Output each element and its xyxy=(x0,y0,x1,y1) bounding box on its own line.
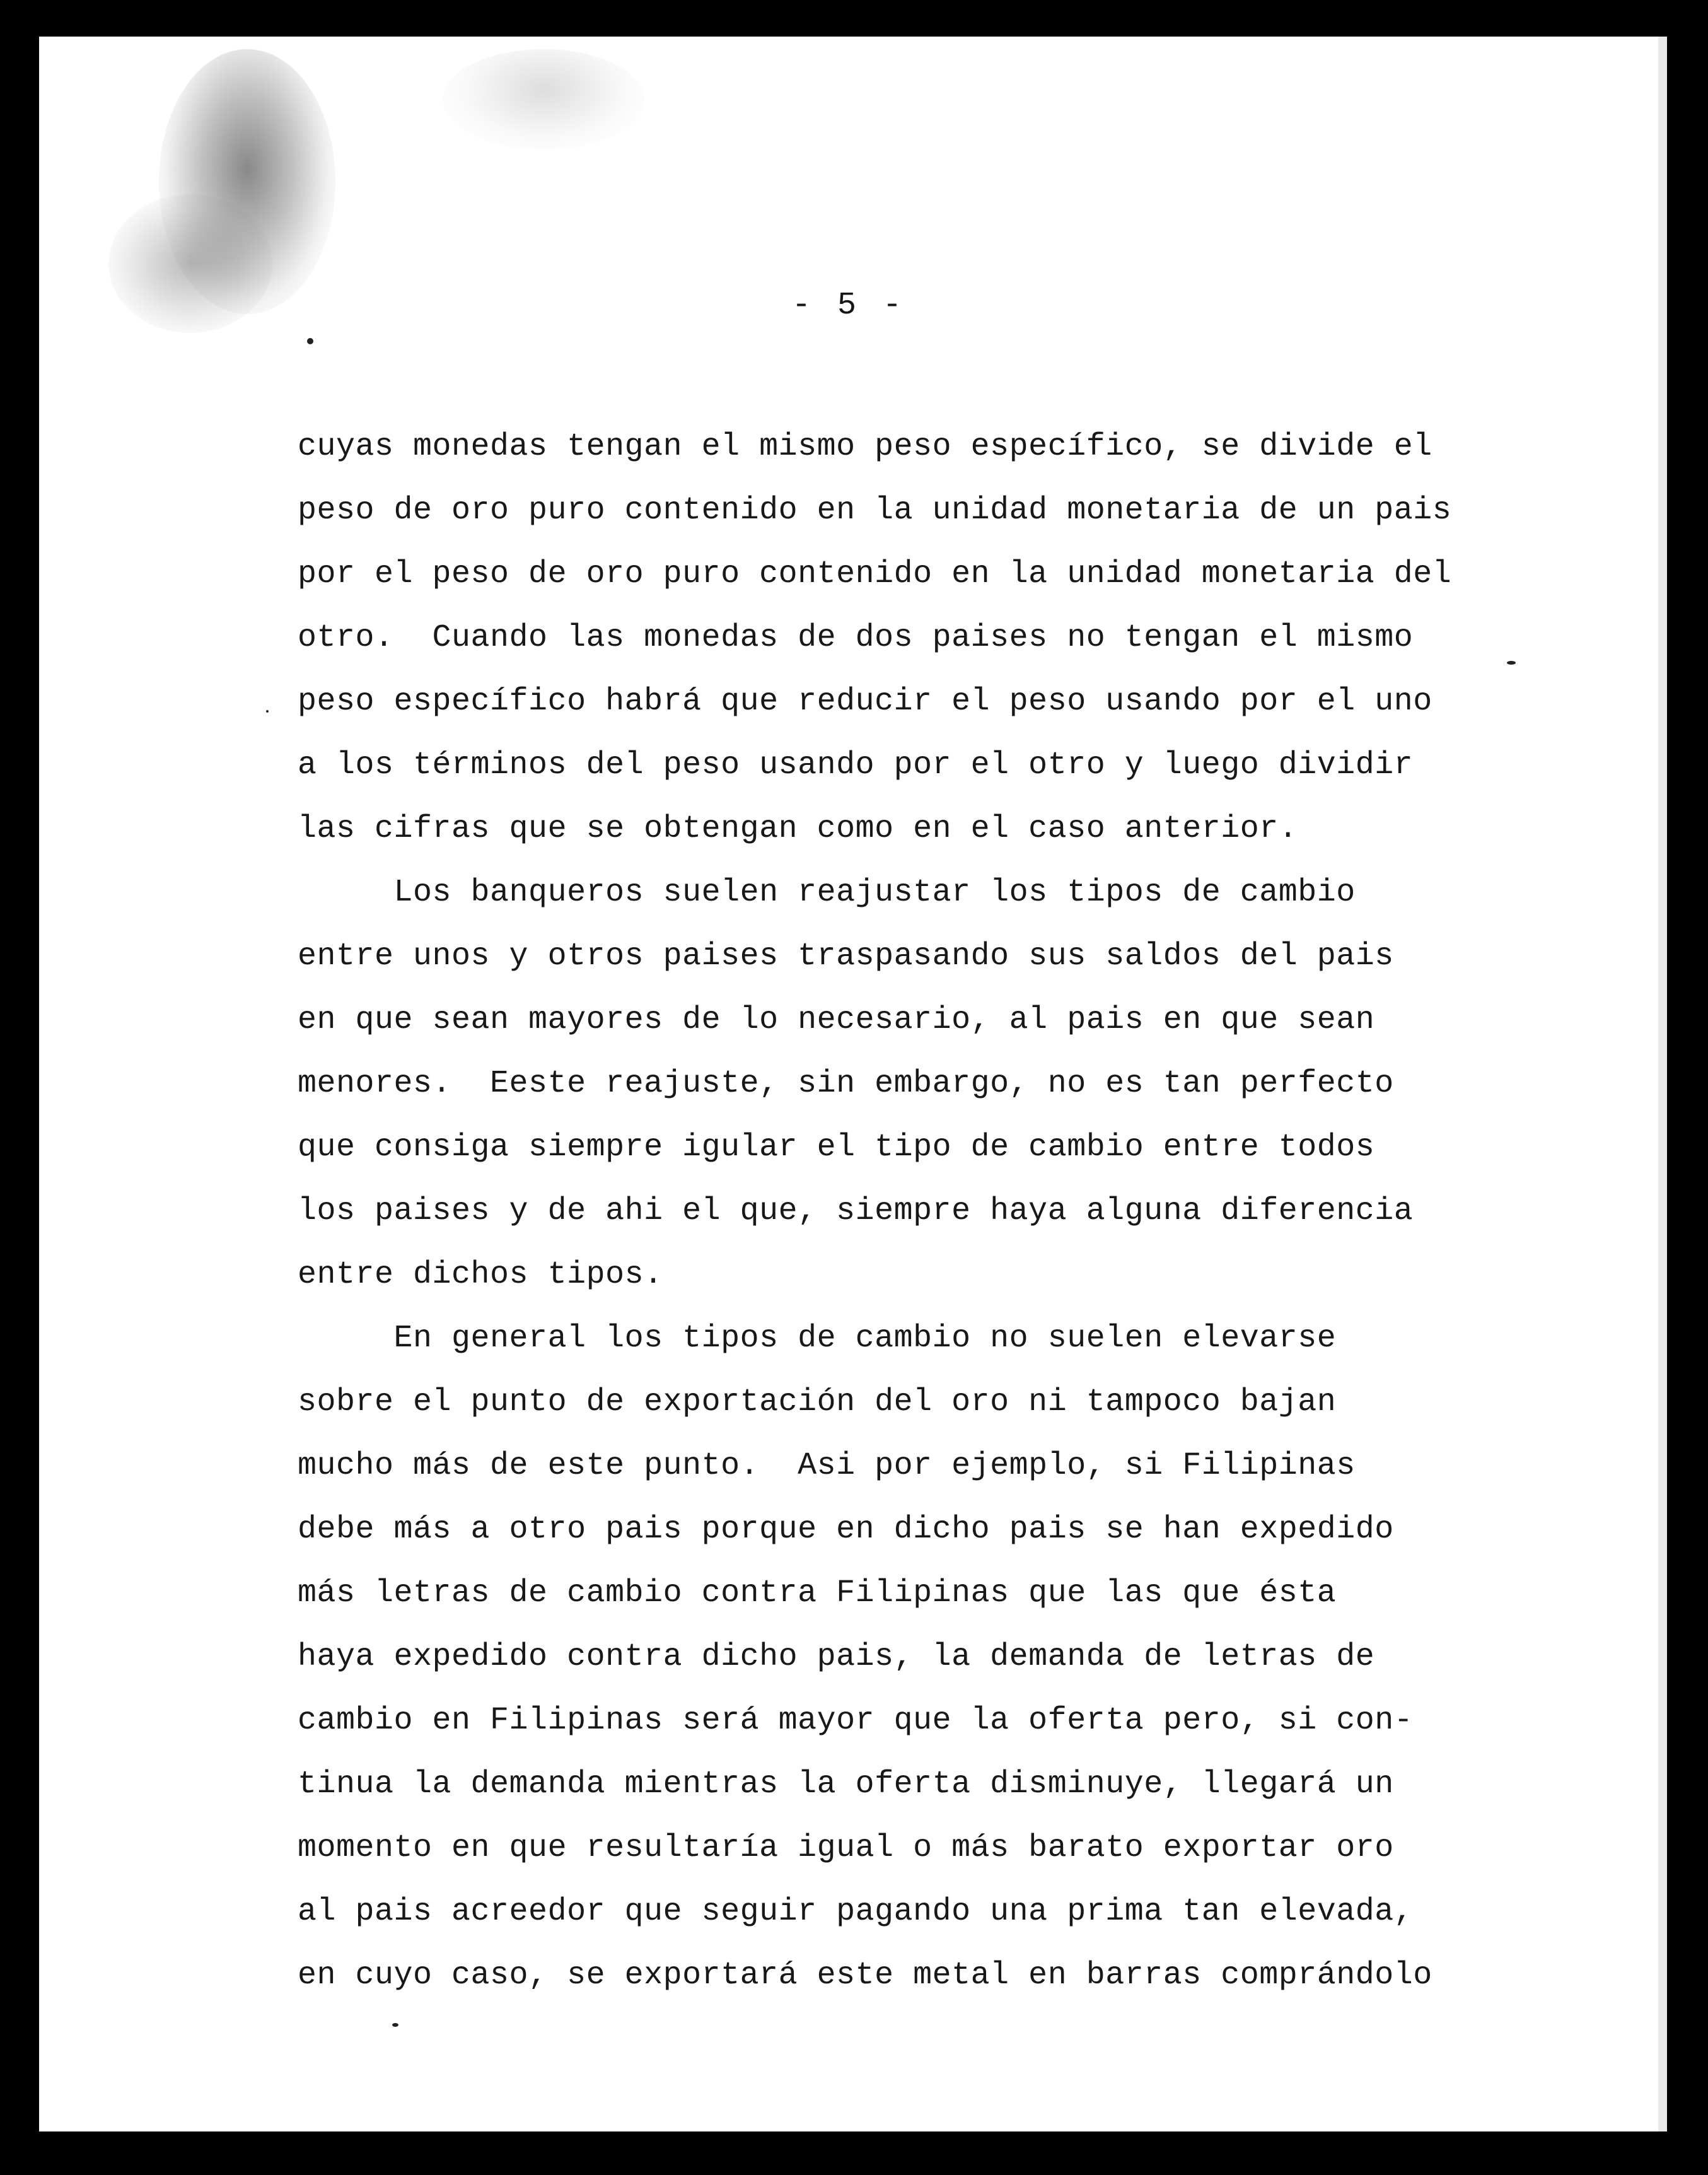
text-line: a los términos del peso usando por el otro y luego dividir xyxy=(298,747,1414,783)
text-line: peso de oro puro contenido en la unidad monetaria de un pais xyxy=(298,493,1452,528)
text-line: entre dichos tipos. xyxy=(298,1257,663,1293)
text-line: En general los tipos de cambio no suelen elevarse xyxy=(298,1321,1337,1356)
text-line: debe más a otro pais porque en dicho pais se han expedido xyxy=(298,1512,1394,1548)
text-line: por el peso de oro puro contenido en la unidad monetaria del xyxy=(298,556,1452,592)
text-line: otro. Cuando las monedas de dos paises no tengan el mismo xyxy=(298,620,1414,656)
ink-smudge xyxy=(443,49,644,150)
ink-smudge xyxy=(159,49,335,314)
text-line: que consiga siempre igular el tipo de cambio entre todos xyxy=(298,1129,1375,1165)
text-line: al pais acreedor que seguir pagando una prima tan elevada, xyxy=(298,1894,1414,1930)
ink-speck xyxy=(266,710,269,713)
page-number: - 5 - xyxy=(791,288,906,324)
text-line: cuyas monedas tengan el mismo peso específico, se divide el xyxy=(298,429,1432,465)
document-page xyxy=(39,37,1658,2131)
paper-edge xyxy=(1658,37,1667,2131)
text-line: sobre el punto de exportación del oro ni tampoco bajan xyxy=(298,1384,1337,1420)
text-line: Los banqueros suelen reajustar los tipos de cambio xyxy=(298,875,1356,911)
ink-speck xyxy=(392,2023,398,2027)
text-line: los paises y de ahi el que, siempre haya alguna diferencia xyxy=(298,1193,1414,1229)
text-line: en cuyo caso, se exportará este metal en barras comprándolo xyxy=(298,1957,1432,1993)
text-line: peso específico habrá que reducir el peso usando por el uno xyxy=(298,684,1432,720)
text-line: tinua la demanda mientras la oferta disminuye, llegará un xyxy=(298,1766,1394,1802)
text-line: menores. Eeste reajuste, sin embargo, no es tan perfecto xyxy=(298,1066,1394,1102)
text-line: las cifras que se obtengan como en el caso anterior. xyxy=(298,811,1298,847)
text-line: haya expedido contra dicho pais, la demanda de letras de xyxy=(298,1639,1375,1675)
text-line: entre unos y otros paises traspasando sus saldos del pais xyxy=(298,938,1394,974)
text-line: en que sean mayores de lo necesario, al pais en que sean xyxy=(298,1002,1375,1038)
body-text xyxy=(298,415,1521,2007)
text-line: cambio en Filipinas será mayor que la oferta pero, si con- xyxy=(298,1703,1414,1739)
text-line: más letras de cambio contra Filipinas que las que ésta xyxy=(298,1575,1337,1611)
text-line: momento en que resultaría igual o más barato exportar oro xyxy=(298,1830,1394,1866)
ink-speck xyxy=(307,338,313,344)
text-line: mucho más de este punto. Asi por ejemplo, si Filipinas xyxy=(298,1448,1356,1484)
